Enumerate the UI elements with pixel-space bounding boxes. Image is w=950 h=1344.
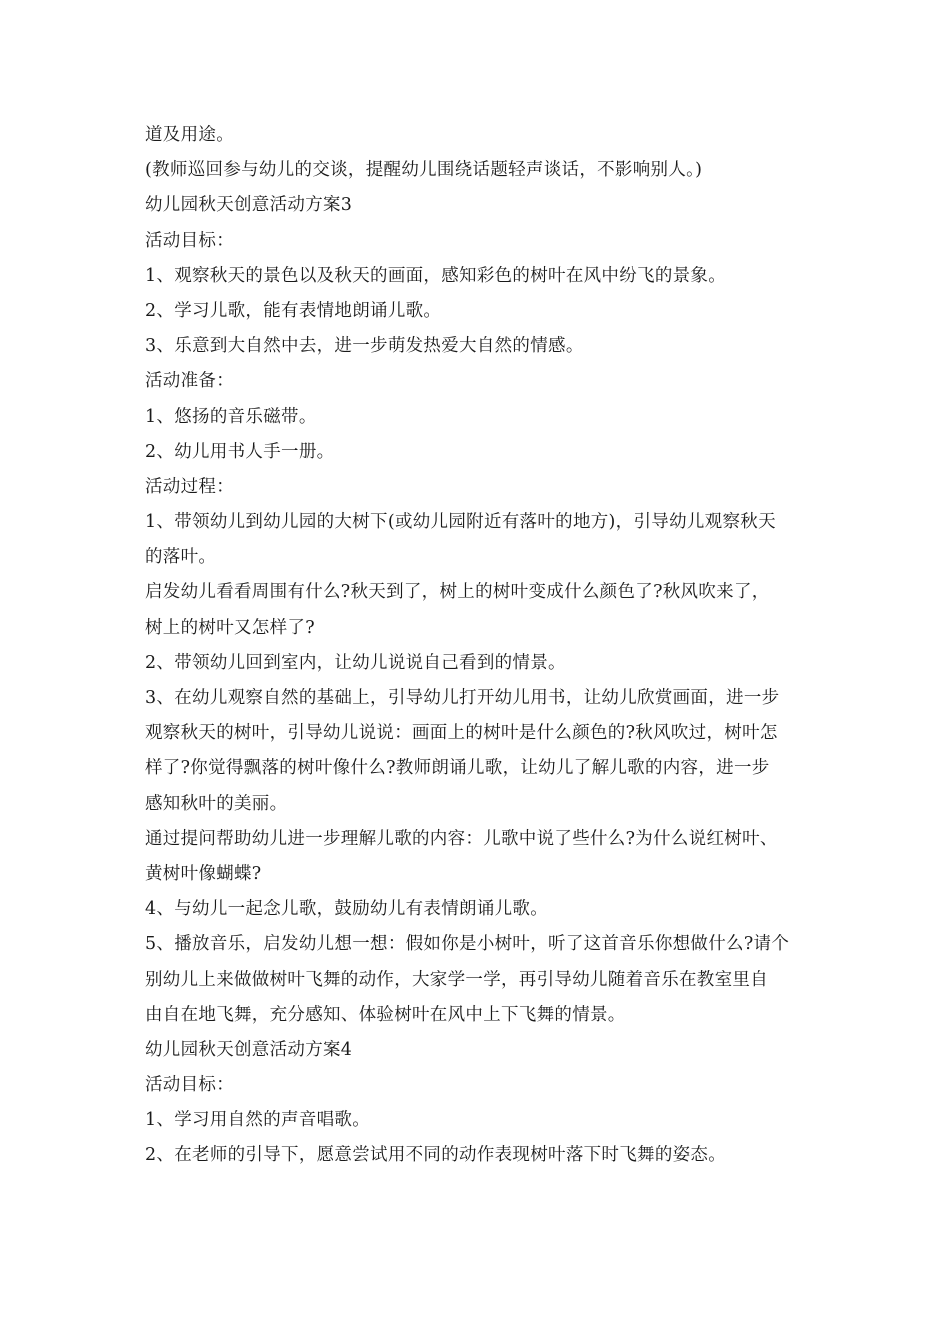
list-item: 1、带领幼儿到幼儿园的大树下(或幼儿园附近有落叶的地方)，引导幼儿观察秋天 <box>145 512 776 533</box>
text-line: 启发幼儿看看周围有什么?秋天到了，树上的树叶变成什么颜色了?秋风吹来了， <box>145 582 770 603</box>
list-item: 1、悠扬的音乐磁带。 <box>145 406 317 427</box>
subsection-heading: 活动目标： <box>145 1075 234 1096</box>
list-item: 4、与幼儿一起念儿歌，鼓励幼儿有表情朗诵儿歌。 <box>145 899 549 920</box>
text-line: 观察秋天的树叶，引导幼儿说说：画面上的树叶是什么颜色的?秋风吹过，树叶怎 <box>145 723 778 744</box>
text-line: 样了?你觉得飘落的树叶像什么?教师朗诵儿歌，让幼儿了解儿歌的内容，进一步 <box>145 758 770 779</box>
section-heading: 幼儿园秋天创意活动方案3 <box>145 195 353 216</box>
text-line: 通过提问帮助幼儿进一步理解儿歌的内容：儿歌中说了些什么?为什么说红树叶、 <box>145 828 778 849</box>
subsection-heading: 活动过程： <box>145 476 234 497</box>
text-line: 树上的树叶又怎样了? <box>145 617 315 638</box>
subsection-heading: 活动准备： <box>145 371 234 392</box>
section-heading: 幼儿园秋天创意活动方案4 <box>145 1039 353 1060</box>
list-item: 2、带领幼儿回到室内，让幼儿说说自己看到的情景。 <box>145 652 566 673</box>
list-item: 5、播放音乐，启发幼儿想一想：假如你是小树叶，听了这首音乐你想做什么?请个 <box>145 934 790 955</box>
text-line: 黄树叶像蝴蝶? <box>145 863 262 884</box>
list-item: 1、学习用自然的声音唱歌。 <box>145 1110 371 1131</box>
list-item: 3、在幼儿观察自然的基础上，引导幼儿打开幼儿用书，让幼儿欣赏画面，进一步 <box>145 688 780 708</box>
document-page <box>145 118 815 1174</box>
text-line: (教师巡回参与幼儿的交谈，提醒幼儿围绕话题轻声谈话，不影响别人。) <box>145 160 703 181</box>
text-line: 别幼儿上来做做树叶飞舞的动作，大家学一学，再引导幼儿随着音乐在教室里自 <box>145 969 768 990</box>
text-line: 感知秋叶的美丽。 <box>145 793 288 814</box>
text-line: 由自在地飞舞，充分感知、体验树叶在风中上下飞舞的情景。 <box>145 1004 626 1025</box>
list-item: 2、幼儿用书人手一册。 <box>145 441 335 462</box>
text-line: 的落叶。 <box>145 547 217 568</box>
text-line: 道及用途。 <box>145 125 234 145</box>
list-item: 3、乐意到大自然中去，进一步萌发热爱大自然的情感。 <box>145 336 584 357</box>
list-item: 2、在老师的引导下，愿意尝试用不同的动作表现树叶落下时飞舞的姿态。 <box>145 1145 727 1166</box>
list-item: 1、观察秋天的景色以及秋天的画面，感知彩色的树叶在风中纷飞的景象。 <box>145 265 727 286</box>
subsection-heading: 活动目标： <box>145 230 234 251</box>
list-item: 2、学习儿歌，能有表情地朗诵儿歌。 <box>145 300 442 321</box>
